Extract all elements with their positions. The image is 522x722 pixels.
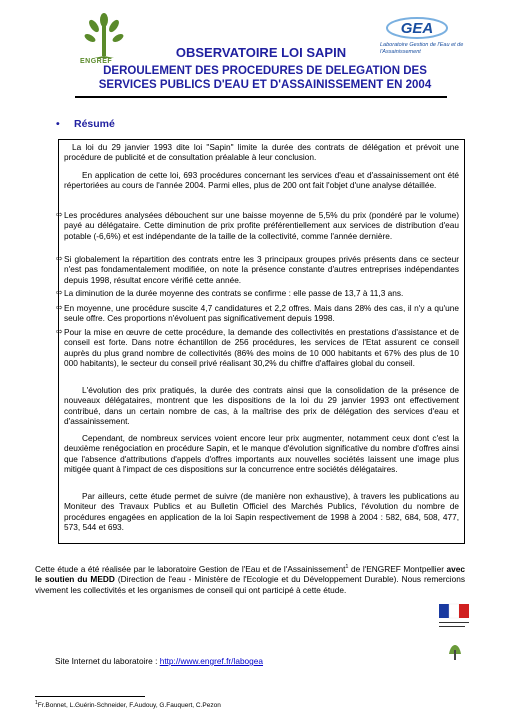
summary-bullet-3: ⇨ La diminution de la durée moyenne des contrats se confirme : elle passe de 13,7 à 11,3 ans. xyxy=(56,288,404,298)
gea-logo-caption: Laboratoire Gestion de l'Eau et de l'Assainissement xyxy=(380,42,464,55)
engref-logo-text: ENGREF xyxy=(80,58,113,65)
arrow-icon: ⇨ xyxy=(56,210,63,219)
subtitle-line-1: DEROULEMENT DES PROCEDURES DE DELEGATION DES xyxy=(103,65,427,77)
summary-bullet-1: ⇨ Les procédures analysées débouchent sur une baisse moyenne de 5,5% du prix (pondéré par le volume) payé au délégataire. Cette diminution de prix profite préférentiellement aux services de distribution d'eau potable (-6,6%) et est indépendante de la taille de la collectivité, comme l'année dernière. xyxy=(56,210,459,241)
summary-bullet-4: ⇨ En moyenne, une procédure suscite 4,7 candidatures et 2,2 offres. Mais dans 28% des cas, il n'y a qu'une seule offre. Ces proportions n'évoluent pas significativement depuis 1998. xyxy=(56,303,459,324)
arrow-icon: ⇨ xyxy=(56,288,63,297)
section-bullet: • xyxy=(56,118,60,130)
summary-bullet-2: ⇨ Si globalement la répartition des contrats entre les 3 principaux groupes privés présents dans ce secteur n'est pas fondamentalement modifiée, on note la présence constante d'autres entreprises indépendantes depuis 1998, résultat encore vérifié cette année. xyxy=(56,254,459,285)
gea-logo-icon xyxy=(386,14,448,40)
subtitle-line-2: SERVICES PUBLICS D'EAU ET D'ASSAINISSEMENT EN 2004 xyxy=(98,79,432,91)
arrow-icon: ⇨ xyxy=(56,303,63,312)
arrow-icon: ⇨ xyxy=(56,254,63,263)
page-subtitle xyxy=(60,64,470,92)
footnote: $^1$Fr.Bonnet, L.Guérin-Schneider, F.Audouy, G.Fauquert, C.Pezon xyxy=(35,700,221,710)
summary-paragraph-5: Par ailleurs, cette étude permet de suivre (de manière non exhaustive), à travers les publications au Moniteur des Travaux Publics et au Bulletin Officiel des Marchés Publics, l'évolution du nombre de procédures engagées en application de la loi Sapin respectivement de 1998 à 2004 : 582, 684, 508, 477, 573, 544 et 693. xyxy=(64,491,459,533)
svg-text:GEA: GEA xyxy=(400,20,434,37)
summary-paragraph-3: L'évolution des prix pratiqués, la durée des contrats ainsi que la consolidation de la présence de nouveaux délégataires, montrent que les dispositions de la loi du 29 janvier 1993 ont effectivement contribué, dans un certain nombre de cas, à la maîtrise des prix de délégation des services d'eau et d'assainissement. xyxy=(64,385,459,427)
ministry-logo-icon xyxy=(435,602,475,664)
summary-paragraph-2: En application de cette loi, 693 procédures concernant les services d'eau et d'assainissement ont été répertoriées au cours de l'année 2004. Parmi elles, plus de 200 ont fait l'objet d'une analyse détaillée. xyxy=(64,170,459,191)
site-link[interactable]: http://www.engref.fr/labogea xyxy=(159,656,264,666)
site-line: Site Internet du laboratoire : http://www.engref.fr/labogea xyxy=(55,656,264,666)
section-title: Résumé xyxy=(74,118,115,130)
summary-paragraph-1: La loi du 29 janvier 1993 dite loi "Sapin" limite la durée des contrats de délégation et prévoit une procédure de publicité et de consultation préalable à leur conclusion. xyxy=(64,142,459,163)
section-heading xyxy=(56,118,115,130)
title-divider xyxy=(75,96,447,98)
arrow-icon: ⇨ xyxy=(56,327,63,336)
acknowledgment: Cette étude a été réalisée par le laboratoire Gestion de l'Eau et de l'Assainissement$^1$ de l'ENGREF Montpellier avec le soutien du MEDD (Direction de l'eau - Ministère de l'Ecologie et du Développement Durable). Nous remercions vivement les collectivités et les organismes de conseil qui ont participé à cette étude. xyxy=(35,563,466,595)
page-title: OBSERVATOIRE LOI SAPIN xyxy=(175,45,347,60)
summary-paragraph-4: Cependant, de nombreux services voient encore leur prix augmenter, notamment ceux dont c'est la deuxième renégociation en procédure Sapin, et le manque d'évolution significative du nombre d'offres ainsi que l'absence d'attributions d'appels d'offres importants aux nouvelles sociétés laissent une image plus mitigée quant à l'impact de ces dispositions sur la concurrence entre sociétés délégataires. xyxy=(64,433,459,475)
summary-bullet-5: ⇨ Pour la mise en œuvre de cette procédure, la demande des collectivités en prestations d'assistance et de conseil est forte. Dans notre échantillon de 256 procédures, les services de l'Etat assurent ce conseil auprès du plus grand nombre de collectivités (86% des moins de 10 000 habitants et 67% des plus de 10 000 habitants), le secteur du conseil privé réalisant 30,2% du chiffre d'affaires global du conseil. xyxy=(56,327,459,369)
footnote-divider xyxy=(35,696,145,697)
